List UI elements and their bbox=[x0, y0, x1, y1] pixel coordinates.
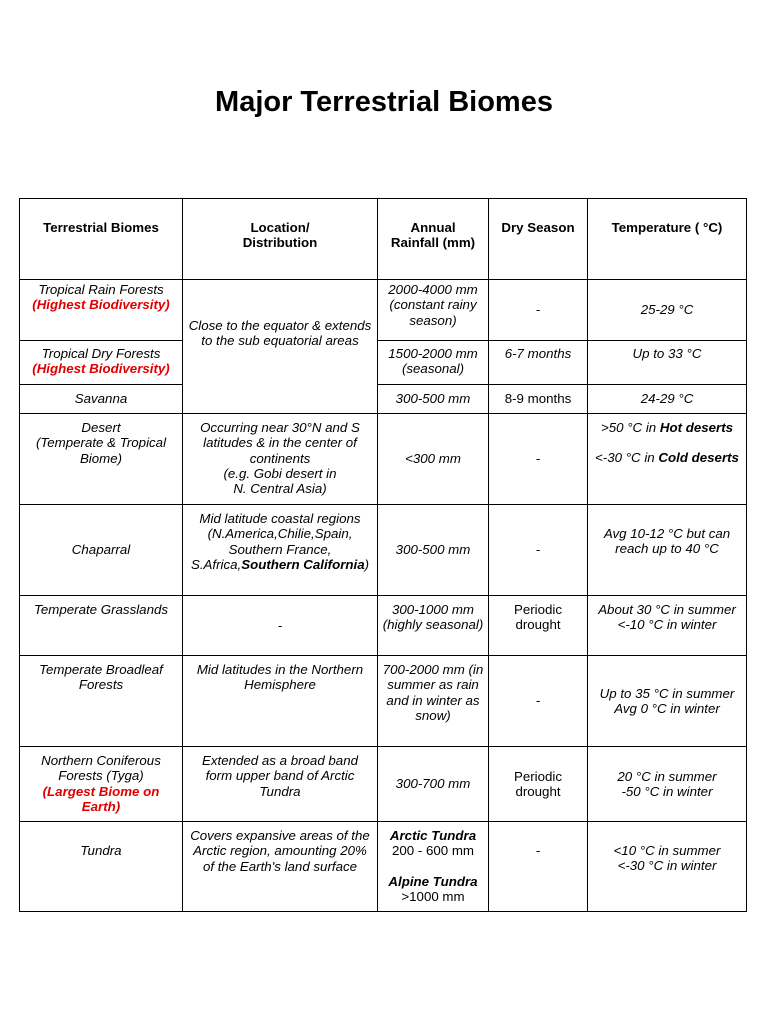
location-cell: Extended as a broad band form upper band of Arctic Tundra bbox=[183, 747, 378, 822]
highlight-note: (Highest Biodiversity) bbox=[32, 361, 170, 377]
highlight-note: (Largest Biome on Earth) bbox=[42, 783, 160, 814]
biome-cell: Northern Coniferous Forests (Tyga) (Largest Biome on Earth) bbox=[20, 747, 183, 822]
dry-season-cell: - bbox=[489, 656, 588, 747]
table-row bbox=[20, 280, 747, 341]
biome-cell: Temperate Broadleaf Forests bbox=[20, 656, 183, 747]
rainfall-cell: 700-2000 mm (in summer as rain and in winter as snow) bbox=[378, 656, 489, 747]
dry-season-cell: - bbox=[489, 414, 588, 505]
temperature-cell: Up to 33 °C bbox=[588, 341, 747, 385]
temperature-cell: Avg 10-12 °C but can reach up to 40 °C bbox=[588, 505, 747, 596]
header-location: Location/ Distribution bbox=[183, 199, 378, 280]
table-row bbox=[20, 505, 747, 596]
table-row bbox=[20, 596, 747, 656]
biome-cell: Chaparral bbox=[20, 505, 183, 596]
table-row bbox=[20, 414, 747, 505]
header-rainfall: Annual Rainfall (mm) bbox=[378, 199, 489, 280]
header-row bbox=[20, 199, 747, 280]
dry-season-cell: 8-9 months bbox=[489, 385, 588, 414]
dry-season-cell: - bbox=[489, 822, 588, 912]
temperature-cell: <10 °C in summer <-30 °C in winter bbox=[588, 822, 747, 912]
location-cell: - bbox=[183, 596, 378, 656]
table-row bbox=[20, 385, 747, 414]
table-row bbox=[20, 822, 747, 912]
rainfall-cell: 300-700 mm bbox=[378, 747, 489, 822]
temperature-cell: About 30 °C in summer <-10 °C in winter bbox=[588, 596, 747, 656]
biome-cell: Temperate Grasslands bbox=[20, 596, 183, 656]
rainfall-cell: 300-1000 mm (highly seasonal) bbox=[378, 596, 489, 656]
biome-cell: Tropical Dry Forests (Highest Biodiversity) bbox=[20, 341, 183, 385]
table-row bbox=[20, 747, 747, 822]
header-dry-season: Dry Season bbox=[489, 199, 588, 280]
temperature-cell: >50 °C in Hot deserts <-30 °C in Cold deserts bbox=[588, 414, 747, 505]
page-title: Major Terrestrial Biomes bbox=[215, 86, 553, 118]
dry-season-cell: Periodic drought bbox=[489, 747, 588, 822]
dry-season-cell: 6-7 months bbox=[489, 341, 588, 385]
dry-season-cell: Periodic drought bbox=[489, 596, 588, 656]
temperature-cell: 20 °C in summer -50 °C in winter bbox=[588, 747, 747, 822]
rainfall-cell: 300-500 mm bbox=[378, 505, 489, 596]
location-cell: Close to the equator & extends to the sub equatorial areas bbox=[183, 280, 378, 414]
location-cell: Covers expansive areas of the Arctic region, amounting 20% of the Earth's land surface bbox=[183, 822, 378, 912]
location-cell: Mid latitudes in the Northern Hemisphere bbox=[183, 656, 378, 747]
biomes-table bbox=[19, 198, 747, 912]
table-row bbox=[20, 656, 747, 747]
location-cell: Occurring near 30°N and S latitudes & in the center of continents (e.g. Gobi desert in N. Central Asia) bbox=[183, 414, 378, 505]
rainfall-cell: Arctic Tundra 200 - 600 mm Alpine Tundra >1000 mm bbox=[378, 822, 489, 912]
dry-season-cell: - bbox=[489, 505, 588, 596]
temperature-cell: 24-29 °C bbox=[588, 385, 747, 414]
header-temperature: Temperature ( °C) bbox=[588, 199, 747, 280]
dry-season-cell: - bbox=[489, 280, 588, 341]
rainfall-cell: 300-500 mm bbox=[378, 385, 489, 414]
location-cell: Mid latitude coastal regions (N.America,Chilie,Spain, Southern France, S.Africa,Southern California) bbox=[183, 505, 378, 596]
rainfall-cell: 2000-4000 mm (constant rainy season) bbox=[378, 280, 489, 341]
header-biome: Terrestrial Biomes bbox=[20, 199, 183, 280]
biome-cell: Desert (Temperate & Tropical Biome) bbox=[20, 414, 183, 505]
table-row bbox=[20, 341, 747, 385]
biome-cell: Savanna bbox=[20, 385, 183, 414]
highlight-note: (Highest Biodiversity) bbox=[32, 297, 170, 313]
temperature-cell: 25-29 °C bbox=[588, 280, 747, 341]
rainfall-cell: <300 mm bbox=[378, 414, 489, 505]
biome-cell: Tundra bbox=[20, 822, 183, 912]
rainfall-cell: 1500-2000 mm (seasonal) bbox=[378, 341, 489, 385]
biome-cell: Tropical Rain Forests (Highest Biodiversity) bbox=[20, 280, 183, 341]
temperature-cell: Up to 35 °C in summer Avg 0 °C in winter bbox=[588, 656, 747, 747]
